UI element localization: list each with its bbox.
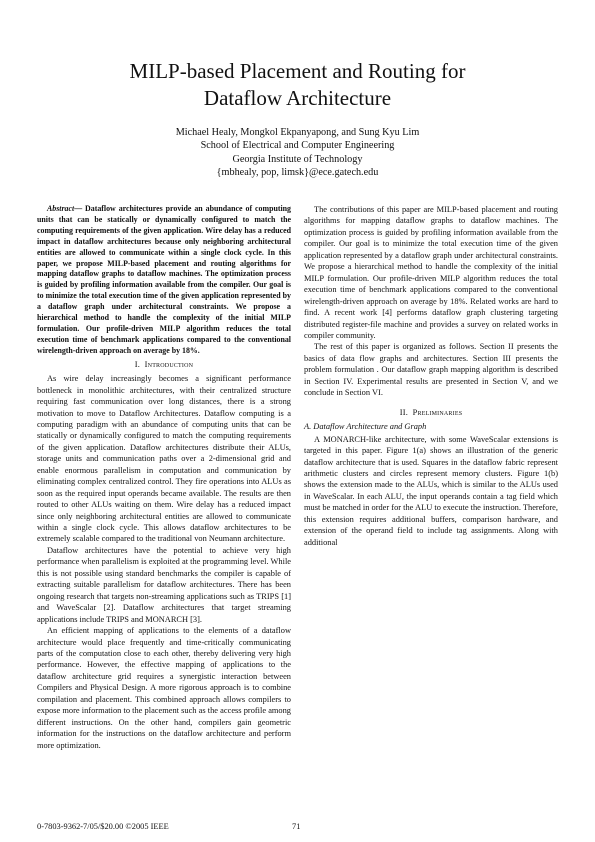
paper-title: [0, 58, 595, 112]
abstract-text: — Dataflow architectures provide an abundance of computing units that can be statically or dynamically configured to match the computing requirements of the given application. Wire delay has a reduced impact in dataflow architectures because only neighboring architectural entities are allowed to communicate within a single clock cycle. In this paper, we propose MILP-based placement and routing algorithms for mapping dataflow graphs to dataflow machines. The optimization process is guided by profiling information available from the compiler. Our goal is to minimize the total execution time of the given application represented by a dataflow graph under architectural constraints. We propose a hierarchical method to handle the complexity of the initial MILP formulation. Our profile-driven MILP algorithm reduces the total execution time of benchmark applications compared to the conventional wirelength-driven approach on average by 18%.: [37, 204, 291, 355]
section-title: Preliminaries: [412, 407, 463, 417]
author-block: [0, 126, 595, 180]
section-number: II.: [399, 407, 409, 417]
title-line-2: Dataflow Architecture: [203, 86, 392, 110]
paragraph-intro-2: Dataflow architectures have the potential to achieve very high performance when parallelism is exploited at the programming level. While this is not possible using standard benchmarks the compiler is capable of extracting suitable parallelism for dataflow architectures. There has been ongoing research that targets non-streaming applications such as TRIPS [1] and WaveScalar [2]. Dataflow architectures that target streaming applications include TRIPS and MONARCH [3].: [37, 545, 291, 624]
right-column: [304, 204, 558, 548]
paragraph-intro-3: An efficient mapping of applications to the elements of a dataflow architecture would place frequently and time-critically communicating parts of the computation close to each other, thereby delivering very high performance. However, the effective mapping of applications to the dataflow architecture grid requires a synergistic interaction between Compilers and Physical Design. A more rigorous approach is to combine compilation and placement. This combined approach allows compilers to expose more information to the placement such as the access profile among different instructions. On the other hand, compilers gain geometric information for the instructions on the dataflow architecture and perform more optimization.: [37, 626, 291, 750]
section-heading-preliminaries: [304, 407, 558, 418]
paragraph-intro-4: The contributions of this paper are MILP-based placement and routing algorithms for mapping dataflow graphs to dataflow machines. The optimization process is guided by profiling information available from the compiler. Our goal is to minimize the total execution time of the given application represented by a dataflow graph under architectural constraints. We propose a hierarchical method to handle the complexity of the initial MILP formulation. Our profile-driven MILP algorithm reduces the total execution time of benchmark applications compared to the conventional wirelength-driven approach on average by 18%. Related works are hard to find. A recent work [4] performs dataflow graph clustering targeting distributed register-file machine and provides a survey on related works in compiler community.: [304, 205, 558, 340]
title-line-1: MILP-based Placement and Routing for: [129, 59, 466, 83]
affiliation-institute: Georgia Institute of Technology: [232, 153, 363, 165]
section-title: Introduction: [144, 359, 194, 369]
author-names: Michael Healy, Mongkol Ekpanyapong, and Sung Kyu Lim: [175, 127, 420, 138]
footer-copyright: 0-7803-9362-7/05/$20.00 ©2005 IEEE: [37, 822, 169, 831]
abstract-label: Abstract: [47, 204, 75, 213]
abstract: [37, 204, 291, 357]
paragraph-intro-5: The rest of this paper is organized as follows. Section II presents the basics of data flow graphs and architectures. Section III presents the problem formulation . Our dataflow graph mapping algorithm is described in Section IV. Experimental results are presented in Section V, and we conclude in Section VI.: [304, 342, 558, 398]
author-emails: {mbhealy, pop, limsk}@ece.gatech.edu: [216, 167, 379, 179]
page-number: 71: [292, 822, 301, 831]
affiliation-school: School of Electrical and Computer Engineering: [200, 140, 395, 152]
paragraph-prelim-1: A MONARCH-like architecture, with some WaveScalar extensions is targeted in this paper. Figure 1(a) shows an illustration of the generic dataflow architecture that is used. Squares in the dataflow fabric represent arithmetic clusters and circles represent memory clusters. Figure 1(b) shows the extension made to the ALUs, which is similar to the ALUs used in WaveScalar. In each ALU, the input operands contain a tag field which must be matched in order for the ALU to execute the instruction. Therefore, this extension requires additional buffers, comparison hardware, and extension of the operand field to include tag assignments. Along with additional: [304, 434, 558, 547]
left-column: [37, 204, 291, 751]
section-heading-introduction: [37, 359, 291, 370]
subsection-heading: A. Dataflow Architecture and Graph: [304, 422, 427, 432]
paragraph-intro-1: As wire delay increasingly becomes a significant performance bottleneck in monolithic architectures, with their centralized structure requiring fast communication over long distances, there is a strong motivation to move to Dataflow Architectures. Dataflow computing is a computing paradigm with an abundance of computing units that can be statically or dynamically configured to match the computing requirements of the given application. Dataflow architectures distribute their ALUs, storage units and communication paths over a 2-dimensional grid and enable enormous parallelism in computation and communication by eliminating complex centralized control. They fire operations into ALUs as soon as the required input operands became available. The results are then routed to other ALUs waiting on them. Wire delay has a reduced impact since only neighboring architectural entities are allowed to communicate within a single clock cycle. This allows dataflow architectures to be extremely scalable compared to the traditional von Neumann architecture.: [37, 374, 291, 544]
section-number: I.: [134, 359, 141, 369]
